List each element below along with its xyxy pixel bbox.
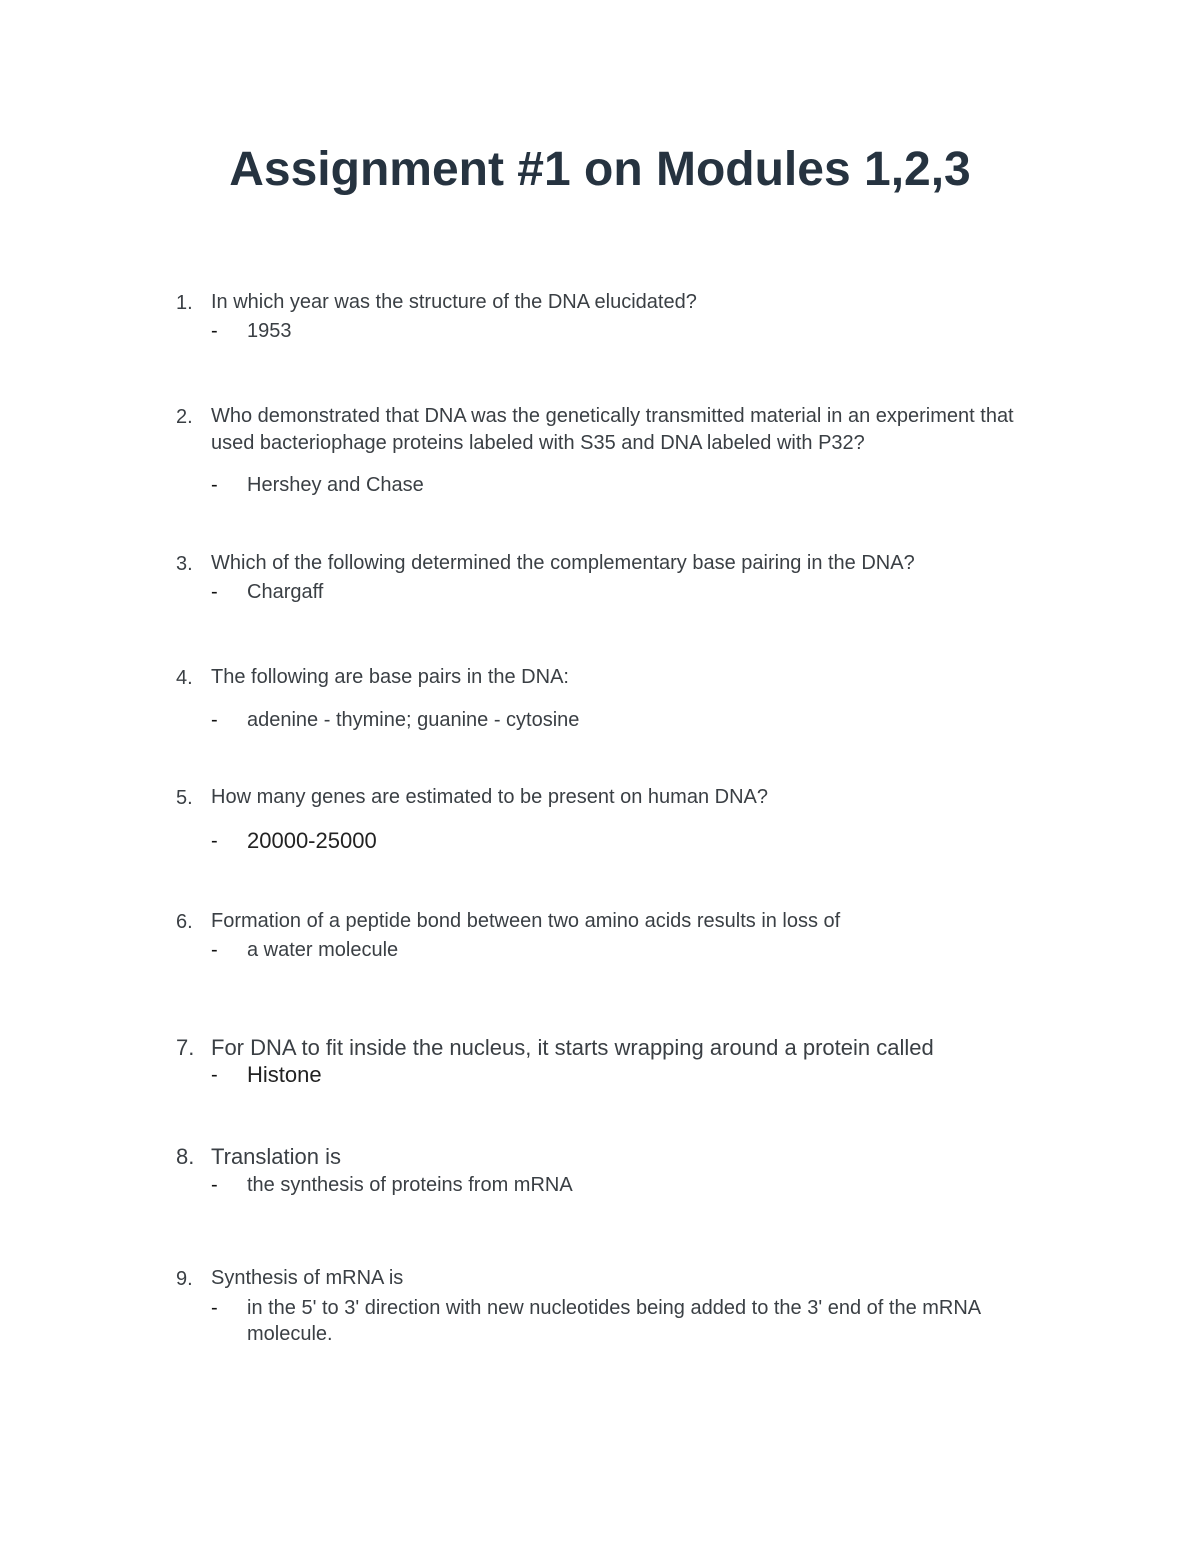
question-number: 5.	[176, 787, 193, 809]
question-text: In which year was the structure of the DNA elucidated?	[211, 291, 697, 313]
bullet-dash: -	[211, 939, 218, 961]
question-text: Which of the following determined the complementary base pairing in the DNA?	[211, 552, 915, 574]
document-title: Assignment #1 on Modules 1,2,3	[229, 143, 971, 196]
bullet-dash: -	[211, 1297, 218, 1319]
answer-text: Histone	[247, 1062, 322, 1087]
question-number: 2.	[176, 406, 193, 428]
bullet-dash: -	[211, 320, 218, 342]
question-text: Who demonstrated that DNA was the genetically transmitted material in an experiment that used bacteriophage proteins labeled with S35 and DNA labeled with P32?	[211, 405, 1014, 454]
bullet-dash: -	[211, 830, 218, 852]
answer-text: adenine - thymine; guanine - cytosine	[247, 709, 580, 731]
question-text: How many genes are estimated to be present on human DNA?	[211, 786, 768, 808]
bullet-dash: -	[211, 1064, 218, 1086]
answer-text: the synthesis of proteins from mRNA	[247, 1174, 573, 1196]
question-number: 8.	[176, 1144, 195, 1169]
question-number: 9.	[176, 1268, 193, 1290]
answer-text: Hershey and Chase	[247, 474, 424, 496]
question-number: 7.	[176, 1035, 195, 1060]
question-text: For DNA to fit inside the nucleus, it starts wrapping around a protein called	[211, 1035, 934, 1060]
question-text: Synthesis of mRNA is	[211, 1267, 404, 1289]
answer-text: 1953	[247, 320, 292, 342]
bullet-dash: -	[211, 474, 218, 496]
answer-text: in the 5' to 3' direction with new nucleotides being added to the 3' end of the mRNA molecule.	[247, 1297, 981, 1345]
answer-text: a water molecule	[247, 939, 399, 961]
bullet-dash: -	[211, 581, 218, 603]
answer-text: 20000-25000	[247, 828, 377, 853]
question-text: Formation of a peptide bond between two amino acids results in loss of	[211, 910, 841, 932]
question-text: Translation is	[211, 1144, 342, 1169]
bullet-dash: -	[211, 709, 218, 731]
question-number: 6.	[176, 911, 193, 933]
question-text: The following are base pairs in the DNA:	[211, 666, 569, 688]
answer-text: Chargaff	[247, 581, 324, 603]
question-number: 1.	[176, 292, 193, 314]
bullet-dash: -	[211, 1174, 218, 1196]
question-number: 3.	[176, 553, 193, 575]
question-number: 4.	[176, 667, 193, 689]
